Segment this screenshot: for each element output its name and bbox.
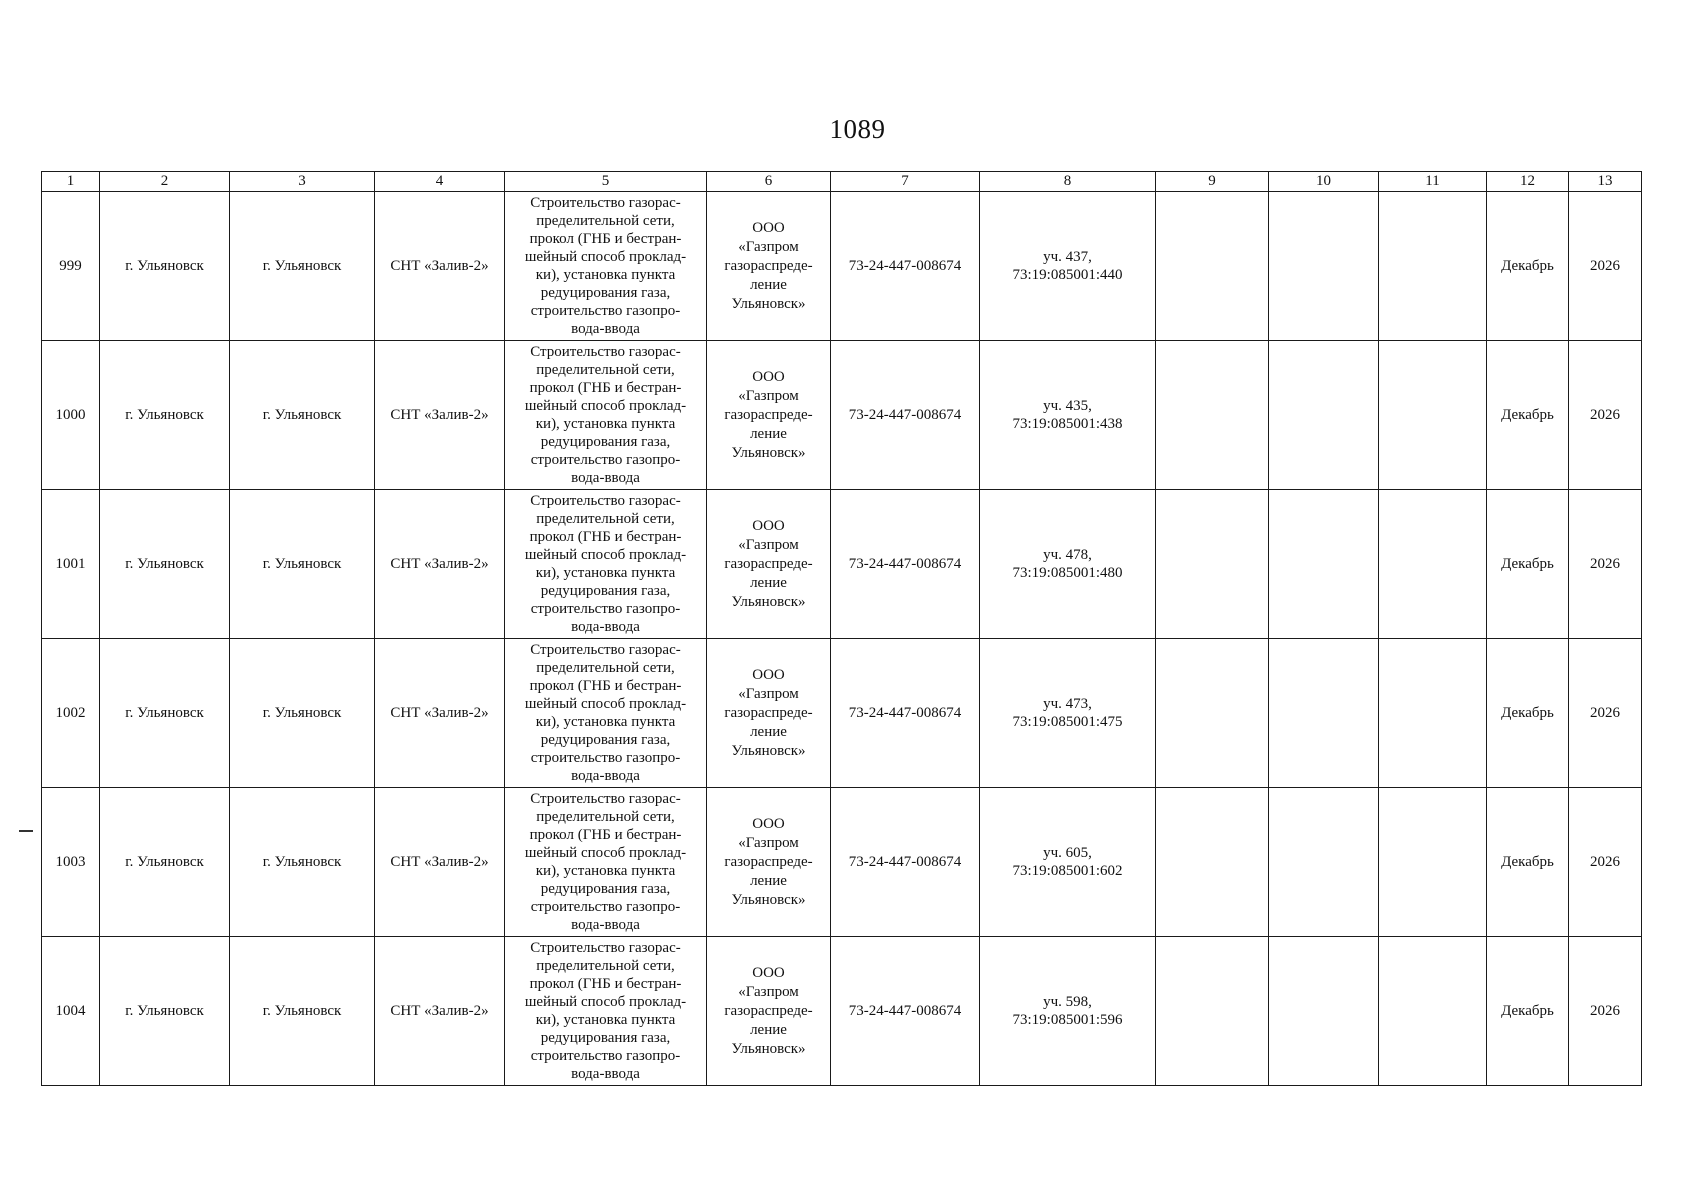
work-description-line: вода-ввода [571, 768, 640, 784]
organization-cell [707, 937, 831, 1086]
work-description-line: прокол (ГНБ и бестран- [529, 976, 682, 992]
work-description-line: вода-ввода [571, 321, 640, 337]
work-description-line: шейный способ проклад- [524, 398, 687, 414]
month-cell: Декабрь [1487, 788, 1569, 937]
row-number-cell: 999 [42, 192, 100, 341]
column-9-cell [1156, 192, 1269, 341]
land-parcel-line: 73:19:085001:596 [1012, 1012, 1123, 1028]
registration-number-cell: 73-24-447-008674 [831, 341, 980, 490]
district-cell: г. Ульяновск [100, 937, 230, 1086]
work-description-line: вода-ввода [571, 619, 640, 635]
work-description-line: строительство газопро- [530, 601, 681, 617]
work-description-cell [505, 639, 707, 788]
work-description-line: шейный способ проклад- [524, 249, 687, 265]
work-description-cell [505, 490, 707, 639]
month-cell: Декабрь [1487, 639, 1569, 788]
column-number-header: 11 [1379, 172, 1487, 192]
column-9-cell [1156, 788, 1269, 937]
month-cell: Декабрь [1487, 341, 1569, 490]
land-parcel-line: 73:19:085001:438 [1012, 416, 1123, 432]
organization-line: Ульяновск» [731, 1040, 806, 1057]
land-parcel-line: 73:19:085001:480 [1012, 565, 1123, 581]
column-10-cell [1269, 937, 1379, 1086]
column-number-header: 1 [42, 172, 100, 192]
district-cell: г. Ульяновск [100, 788, 230, 937]
land-parcel-line: уч. 605, [1043, 845, 1092, 861]
organization-line: газораспреде- [724, 1002, 813, 1019]
land-parcel-line: уч. 435, [1043, 398, 1092, 414]
land-parcel-cell [980, 192, 1156, 341]
settlement-cell: г. Ульяновск [230, 788, 375, 937]
work-description-line: редуцирования газа, [540, 434, 671, 450]
organization-line: «Газпром [738, 387, 799, 404]
work-description-line: вода-ввода [571, 470, 640, 486]
column-number-header: 2 [100, 172, 230, 192]
work-description-line: ки), установка пункта [535, 863, 676, 879]
organization-line: Ульяновск» [731, 593, 806, 610]
registration-number-cell: 73-24-447-008674 [831, 490, 980, 639]
work-description-cell [505, 788, 707, 937]
address-cell: СНТ «Залив-2» [375, 341, 505, 490]
work-description-cell [505, 192, 707, 341]
work-description-line: ки), установка пункта [535, 565, 676, 581]
year-cell: 2026 [1569, 639, 1642, 788]
table-row [42, 639, 1642, 788]
land-parcel-line: уч. 437, [1043, 249, 1092, 265]
settlement-cell: г. Ульяновск [230, 639, 375, 788]
land-parcel-line: 73:19:085001:602 [1012, 863, 1123, 879]
land-parcel-line: уч. 598, [1043, 994, 1092, 1010]
column-number-header: 7 [831, 172, 980, 192]
column-number-header: 4 [375, 172, 505, 192]
table-row [42, 192, 1642, 341]
organization-line: Ульяновск» [731, 295, 806, 312]
organization-line: ООО [752, 666, 785, 683]
register-table [41, 171, 1642, 1086]
organization-line: ООО [752, 517, 785, 534]
column-10-cell [1269, 788, 1379, 937]
scan-mark [19, 830, 33, 832]
work-description-line: прокол (ГНБ и бестран- [529, 231, 682, 247]
organization-line: Ульяновск» [731, 742, 806, 759]
settlement-cell: г. Ульяновск [230, 192, 375, 341]
registration-number-cell: 73-24-447-008674 [831, 639, 980, 788]
organization-line: ООО [752, 219, 785, 236]
work-description-line: шейный способ проклад- [524, 696, 687, 712]
address-cell: СНТ «Залив-2» [375, 192, 505, 341]
organization-line: газораспреде- [724, 704, 813, 721]
work-description-line: Строительство газорас- [530, 195, 681, 211]
work-description-line: вода-ввода [571, 917, 640, 933]
work-description-line: прокол (ГНБ и бестран- [529, 380, 682, 396]
table-row [42, 490, 1642, 639]
column-10-cell [1269, 341, 1379, 490]
work-description-line: ки), установка пункта [535, 1012, 676, 1028]
work-description-line: шейный способ проклад- [524, 994, 687, 1010]
organization-line: Ульяновск» [731, 444, 806, 461]
settlement-cell: г. Ульяновск [230, 490, 375, 639]
month-cell: Декабрь [1487, 937, 1569, 1086]
work-description-line: редуцирования газа, [540, 1030, 671, 1046]
table-row [42, 788, 1642, 937]
work-description-line: шейный способ проклад- [524, 547, 687, 563]
column-11-cell [1379, 937, 1487, 1086]
work-description-line: строительство газопро- [530, 750, 681, 766]
row-number-cell: 1002 [42, 639, 100, 788]
page-number: 1089 [829, 114, 886, 144]
column-9-cell [1156, 639, 1269, 788]
column-10-cell [1269, 192, 1379, 341]
work-description-line: ки), установка пункта [535, 714, 676, 730]
table-row [42, 937, 1642, 1086]
work-description-line: строительство газопро- [530, 303, 681, 319]
organization-line: ление [750, 276, 787, 293]
column-11-cell [1379, 341, 1487, 490]
work-description-line: пределительной сети, [536, 660, 675, 676]
row-number-cell: 1003 [42, 788, 100, 937]
year-cell: 2026 [1569, 192, 1642, 341]
organization-line: ление [750, 425, 787, 442]
work-description-line: пределительной сети, [536, 213, 675, 229]
column-11-cell [1379, 788, 1487, 937]
month-cell: Декабрь [1487, 490, 1569, 639]
work-description-line: редуцирования газа, [540, 732, 671, 748]
work-description-line: Строительство газорас- [530, 940, 681, 956]
column-number-header: 13 [1569, 172, 1642, 192]
table-body [42, 192, 1642, 1086]
land-parcel-line: уч. 478, [1043, 547, 1092, 563]
work-description-line: Строительство газорас- [530, 791, 681, 807]
registration-number-cell: 73-24-447-008674 [831, 192, 980, 341]
registration-number-cell: 73-24-447-008674 [831, 937, 980, 1086]
district-cell: г. Ульяновск [100, 341, 230, 490]
column-10-cell [1269, 490, 1379, 639]
column-number-header: 10 [1269, 172, 1379, 192]
organization-line: «Газпром [738, 238, 799, 255]
column-number-row [42, 172, 1642, 192]
work-description-cell [505, 341, 707, 490]
organization-line: ление [750, 723, 787, 740]
organization-line: ООО [752, 368, 785, 385]
land-parcel-line: уч. 473, [1043, 696, 1092, 712]
organization-line: «Газпром [738, 983, 799, 1000]
settlement-cell: г. Ульяновск [230, 341, 375, 490]
work-description-line: ки), установка пункта [535, 416, 676, 432]
district-cell: г. Ульяновск [100, 639, 230, 788]
organization-line: «Газпром [738, 834, 799, 851]
district-cell: г. Ульяновск [100, 192, 230, 341]
table-row [42, 341, 1642, 490]
work-description-line: Строительство газорас- [530, 493, 681, 509]
work-description-line: пределительной сети, [536, 511, 675, 527]
work-description-line: строительство газопро- [530, 452, 681, 468]
column-11-cell [1379, 490, 1487, 639]
organization-line: ление [750, 1021, 787, 1038]
organization-line: «Газпром [738, 536, 799, 553]
row-number-cell: 1001 [42, 490, 100, 639]
address-cell: СНТ «Залив-2» [375, 639, 505, 788]
organization-line: газораспреде- [724, 406, 813, 423]
registration-number-cell: 73-24-447-008674 [831, 788, 980, 937]
column-number-header: 9 [1156, 172, 1269, 192]
work-description-line: редуцирования газа, [540, 285, 671, 301]
organization-cell [707, 788, 831, 937]
land-parcel-line: 73:19:085001:440 [1012, 267, 1123, 283]
column-11-cell [1379, 192, 1487, 341]
column-9-cell [1156, 937, 1269, 1086]
work-description-line: прокол (ГНБ и бестран- [529, 827, 682, 843]
land-parcel-line: 73:19:085001:475 [1012, 714, 1123, 730]
district-cell: г. Ульяновск [100, 490, 230, 639]
work-description-line: прокол (ГНБ и бестран- [529, 678, 682, 694]
organization-line: газораспреде- [724, 257, 813, 274]
row-number-cell: 1000 [42, 341, 100, 490]
organization-cell [707, 639, 831, 788]
work-description-line: пределительной сети, [536, 958, 675, 974]
organization-cell [707, 490, 831, 639]
work-description-line: редуцирования газа, [540, 881, 671, 897]
column-number-header: 8 [980, 172, 1156, 192]
year-cell: 2026 [1569, 490, 1642, 639]
work-description-line: Строительство газорас- [530, 344, 681, 360]
work-description-line: строительство газопро- [530, 899, 681, 915]
address-cell: СНТ «Залив-2» [375, 937, 505, 1086]
work-description-line: пределительной сети, [536, 362, 675, 378]
organization-line: Ульяновск» [731, 891, 806, 908]
column-9-cell [1156, 490, 1269, 639]
column-9-cell [1156, 341, 1269, 490]
organization-line: «Газпром [738, 685, 799, 702]
land-parcel-cell [980, 341, 1156, 490]
organization-line: газораспреде- [724, 853, 813, 870]
year-cell: 2026 [1569, 937, 1642, 1086]
organization-cell [707, 341, 831, 490]
organization-line: ление [750, 872, 787, 889]
column-number-header: 5 [505, 172, 707, 192]
column-number-header: 3 [230, 172, 375, 192]
work-description-line: Строительство газорас- [530, 642, 681, 658]
column-11-cell [1379, 639, 1487, 788]
column-number-header: 12 [1487, 172, 1569, 192]
organization-line: ООО [752, 815, 785, 832]
row-number-cell: 1004 [42, 937, 100, 1086]
column-number-header: 6 [707, 172, 831, 192]
work-description-line: редуцирования газа, [540, 583, 671, 599]
work-description-line: шейный способ проклад- [524, 845, 687, 861]
year-cell: 2026 [1569, 788, 1642, 937]
work-description-line: вода-ввода [571, 1066, 640, 1082]
work-description-cell [505, 937, 707, 1086]
organization-line: ООО [752, 964, 785, 981]
organization-cell [707, 192, 831, 341]
work-description-line: ки), установка пункта [535, 267, 676, 283]
column-10-cell [1269, 639, 1379, 788]
land-parcel-cell [980, 639, 1156, 788]
address-cell: СНТ «Залив-2» [375, 490, 505, 639]
work-description-line: пределительной сети, [536, 809, 675, 825]
address-cell: СНТ «Залив-2» [375, 788, 505, 937]
work-description-line: строительство газопро- [530, 1048, 681, 1064]
land-parcel-cell [980, 937, 1156, 1086]
work-description-line: прокол (ГНБ и бестран- [529, 529, 682, 545]
settlement-cell: г. Ульяновск [230, 937, 375, 1086]
land-parcel-cell [980, 788, 1156, 937]
organization-line: газораспреде- [724, 555, 813, 572]
land-parcel-cell [980, 490, 1156, 639]
month-cell: Декабрь [1487, 192, 1569, 341]
organization-line: ление [750, 574, 787, 591]
year-cell: 2026 [1569, 341, 1642, 490]
